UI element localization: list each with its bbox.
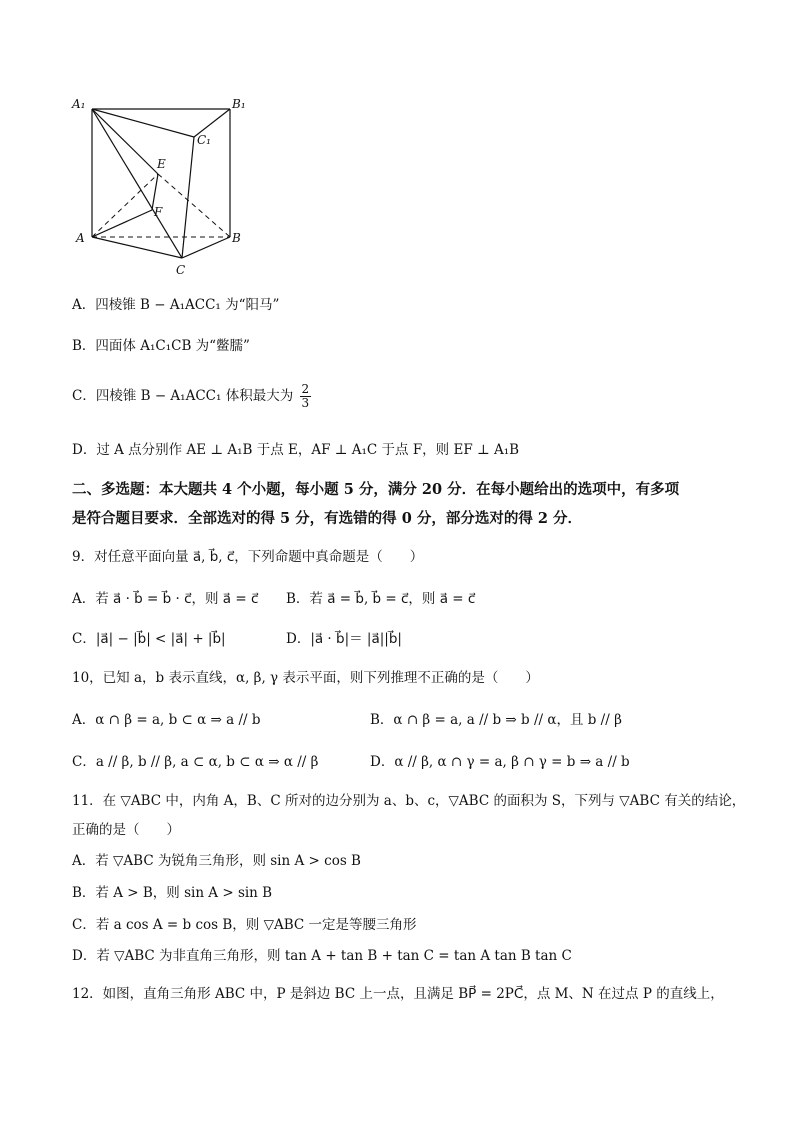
- edge-c-b: [182, 237, 230, 258]
- q8-option-d: D．过 A 点分别作 AE ⊥ A₁B 于点 E，AF ⊥ A₁C 于点 F，则 EF ⊥ A₁B: [72, 442, 520, 458]
- q8-option-b: B．四面体 A₁C₁CB 为“鳖臑”: [72, 338, 250, 354]
- q11-option-b: B．若 A > B，则 sin A > sin B: [72, 885, 273, 901]
- label-c1: C₁: [197, 133, 211, 147]
- edge-a1-c: [92, 109, 182, 258]
- q11-stem-line2: 正确的是（ ）: [72, 822, 180, 838]
- q11-option-c: C．若 a cos A = b cos B，则 ▽ABC 一定是等腰三角形: [72, 917, 417, 933]
- fraction-two-thirds: [300, 383, 312, 410]
- section2-heading-line1: 二、多选题：本大题共 4 个小题，每小题 5 分，满分 20 分．在每小题给出的选项中，有多项: [72, 481, 680, 498]
- q8-option-c-text: C．四棱锥 B − A₁ACC₁ 体积最大为: [72, 388, 294, 404]
- q11-option-a: A．若 ▽ABC 为锐角三角形，则 sin A > cos B: [72, 853, 361, 869]
- edge-a-c: [92, 237, 182, 258]
- q8-option-a: A．四棱锥 B − A₁ACC₁ 为“阳马”: [72, 297, 280, 313]
- q10-option-c: C．a // β, b // β, a ⊂ α, b ⊂ α ⇒ α // β: [72, 754, 319, 770]
- q9-option-d: D．|a⃗ · b⃗|＝ |a⃗||b⃗|: [286, 631, 402, 647]
- q9-option-b: B．若 a⃗ = b⃗, b⃗ = c⃗，则 a⃗ = c⃗: [286, 591, 476, 607]
- q9-option-c: C．|a⃗| − |b⃗| < |a⃗| + |b⃗|: [72, 631, 226, 647]
- q10-option-d: D．α // β, α ∩ γ = a, β ∩ γ = b ⇒ a // b: [370, 754, 630, 770]
- label-a: A: [76, 231, 85, 245]
- prism-figure: [66, 92, 266, 282]
- edge-c1-c: [182, 137, 194, 258]
- label-b1: B₁: [232, 97, 246, 111]
- label-f: F: [154, 205, 163, 219]
- q12-stem: 12．如图，直角三角形 ABC 中，P 是斜边 BC 上一点，且满足 BP⃗ = 2PC⃗，点 M、N 在过点 P 的直线上，: [72, 986, 724, 1002]
- edge-a-e-dashed: [92, 174, 158, 237]
- q9-stem: 9．对任意平面向量 a⃗, b⃗, c⃗，下列命题中真命题是（ ）: [72, 549, 424, 565]
- q10-stem: 10，已知 a，b 表示直线，α, β, γ 表示平面，则下列推理不正确的是（ ）: [72, 670, 539, 686]
- label-a1: A₁: [72, 97, 86, 111]
- q11-stem-line1: 11．在 ▽ABC 中，内角 A，B、C 所对的边分别为 a、b、c，▽ABC 的面积为 S，下列与 ▽ABC 有关的结论，: [72, 793, 746, 809]
- q8-option-c: [72, 383, 311, 410]
- label-e: E: [157, 157, 166, 171]
- label-c: C: [176, 263, 186, 277]
- fraction-denominator: 3: [301, 396, 310, 410]
- q10-option-a: A．α ∩ β = a, b ⊂ α ⇒ a // b: [72, 712, 261, 728]
- edge-e-b-dashed: [158, 174, 230, 237]
- edge-a1-c1: [92, 109, 194, 137]
- q11-option-d: D．若 ▽ABC 为非直角三角形，则 tan A + tan B + tan C = tan A tan B tan C: [72, 948, 572, 964]
- q9-option-a: A．若 a⃗ · b⃗ = b⃗ · c⃗，则 a⃗ = c⃗: [72, 591, 259, 607]
- fraction-numerator: 2: [301, 382, 310, 396]
- section2-heading-line2: 是符合题目要求．全部选对的得 5 分，有选错的得 0 分，部分选对的得 2 分．: [72, 510, 583, 527]
- label-b: B: [232, 231, 241, 245]
- edge-a-f: [92, 210, 152, 237]
- q10-option-b: B．α ∩ β = a, a // b ⇒ b // α，且 b // β: [370, 712, 622, 728]
